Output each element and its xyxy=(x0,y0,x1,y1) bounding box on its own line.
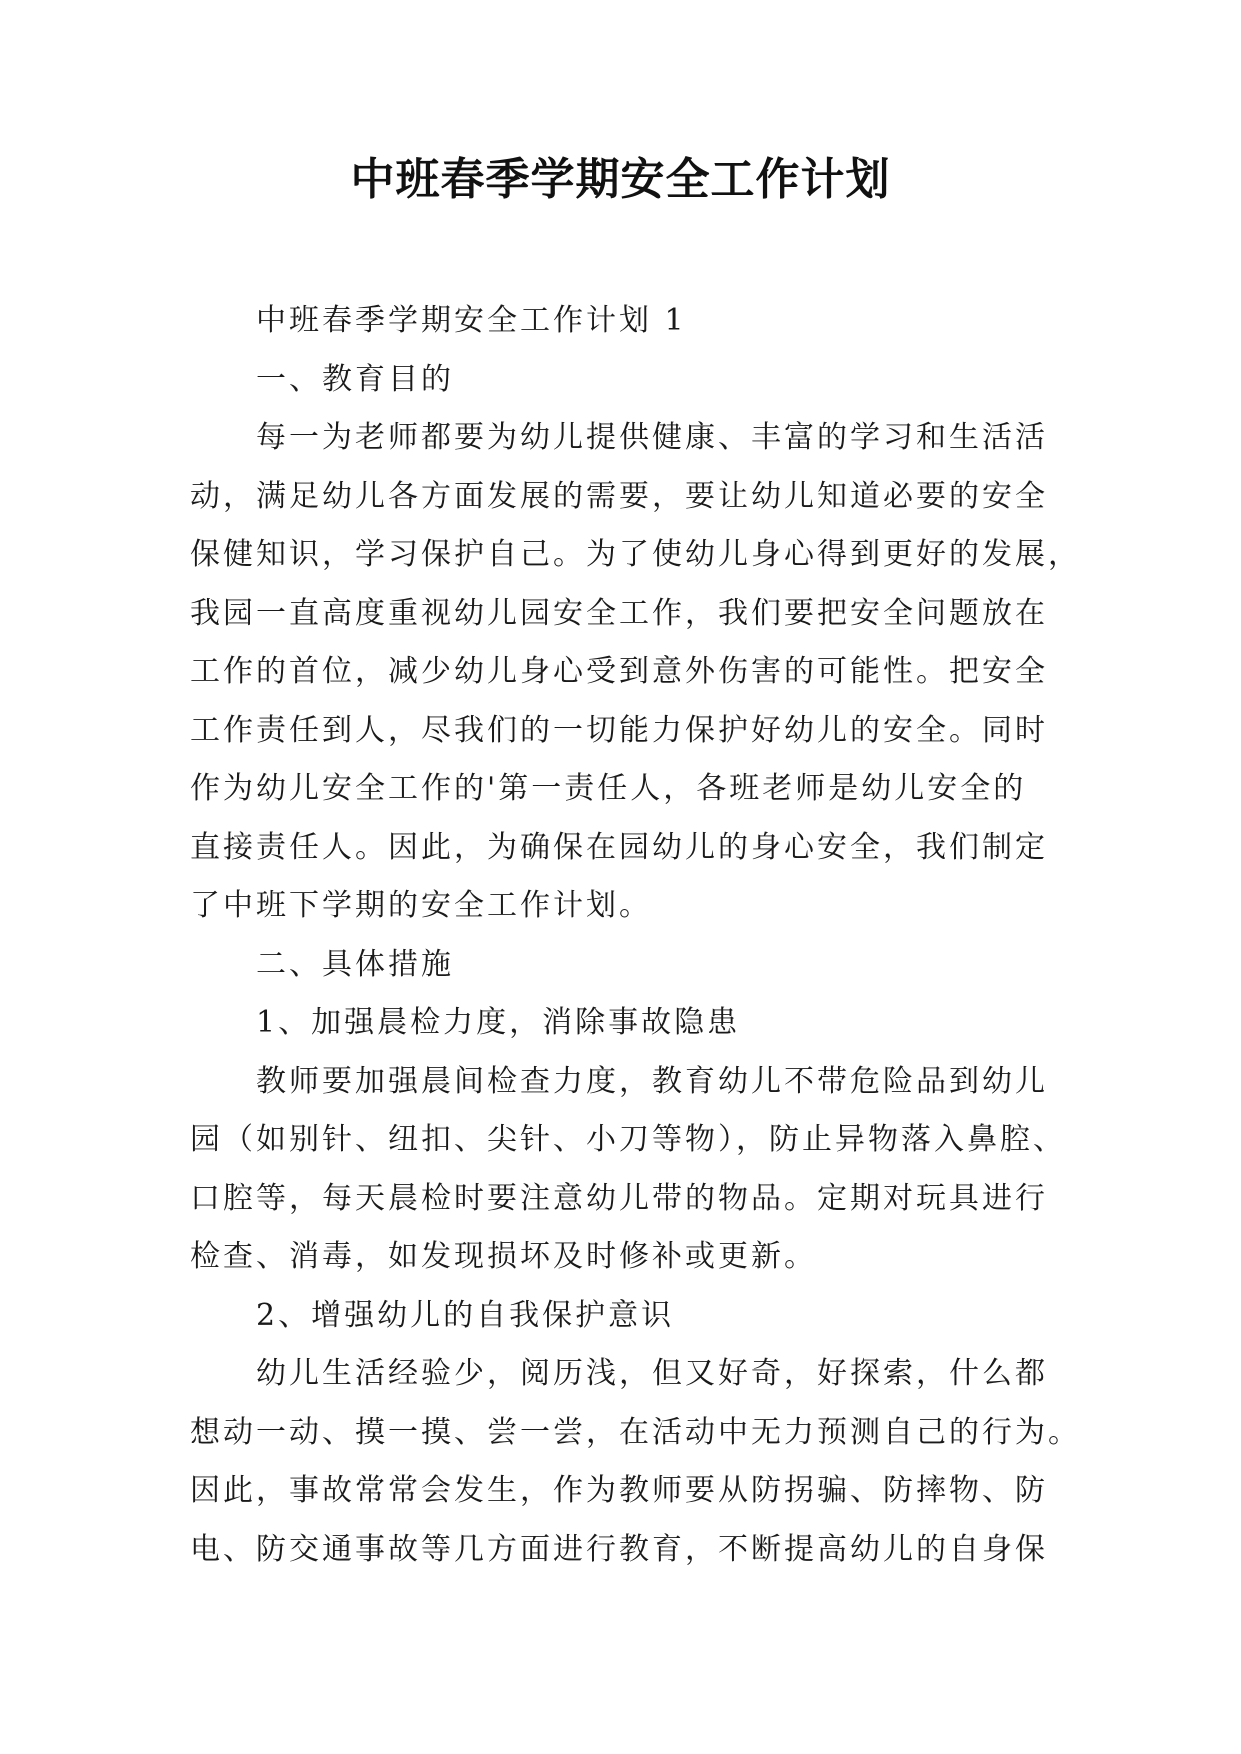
text-line: 直接责任人。因此，为确保在园幼儿的身心安全，我们制定 xyxy=(190,829,1048,865)
document-body xyxy=(190,292,1081,1579)
item-heading-self-protection xyxy=(190,1287,1070,1346)
text-line: 工作的首位，减少幼儿身心受到意外伤害的可能性。把安全 xyxy=(190,654,1048,689)
text-line: 每一为老师都要为幼儿提供健康、丰富的学习和生活活 xyxy=(256,420,1048,455)
text-line: 保健知识，学习保护自己。为了使幼儿身心得到更好的发展， xyxy=(190,537,1081,572)
text-line: 中班春季学期安全工作计划 1 xyxy=(256,303,687,338)
text-line: 电、防交通事故等几方面进行教育，不断提高幼儿的自身保 xyxy=(190,1531,1048,1567)
text-line: 检查、消毒，如发现损坏及时修补或更新。 xyxy=(190,1239,817,1274)
text-line: 因此，事故常常会发生，作为教师要从防拐骗、防摔物、防 xyxy=(190,1473,1048,1508)
text-line: 2、增强幼儿的自我保护意识 xyxy=(256,1297,675,1333)
text-line: 一、教育目的 xyxy=(256,361,454,397)
text-line: 二、具体措施 xyxy=(256,946,454,982)
item-heading-morning-check xyxy=(190,994,1070,1053)
text-line: 幼儿生活经验少，阅历浅，但又好奇，好探索，什么都 xyxy=(256,1356,1048,1391)
text-line: 想动一动、摸一摸、尝一尝，在活动中无力预测自己的行为。 xyxy=(190,1414,1081,1450)
item-body-self-protection xyxy=(190,1345,1081,1579)
section-body-objectives xyxy=(190,409,1081,936)
section-heading-measures xyxy=(190,936,1070,995)
text-line: 了中班下学期的安全工作计划。 xyxy=(190,888,652,923)
text-line: 教师要加强晨间检查力度，教育幼儿不带危险品到幼儿 xyxy=(256,1063,1048,1099)
text-line: 工作责任到人，尽我们的一切能力保护好幼儿的安全。同时 xyxy=(190,712,1048,748)
item-body-morning-check xyxy=(190,1053,1070,1287)
text-line: 动，满足幼儿各方面发展的需要，要让幼儿知道必要的安全 xyxy=(190,478,1048,514)
text-line: 口腔等，每天晨检时要注意幼儿带的物品。定期对玩具进行 xyxy=(190,1180,1048,1216)
text-line: 园（如别针、纽扣、尖针、小刀等物），防止异物落入鼻腔、 xyxy=(190,1122,1066,1157)
document-title: 中班春季学期安全工作计划 xyxy=(350,154,891,205)
section-heading-objectives xyxy=(190,351,1070,410)
text-line: 我园一直高度重视幼儿园安全工作，我们要把安全问题放在 xyxy=(190,595,1048,631)
text-line: 1、加强晨检力度，消除事故隐患 xyxy=(256,1005,741,1040)
plan-subtitle xyxy=(190,292,1070,351)
text-line: 作为幼儿安全工作的'第一责任人，各班老师是幼儿安全的 xyxy=(190,771,1027,806)
